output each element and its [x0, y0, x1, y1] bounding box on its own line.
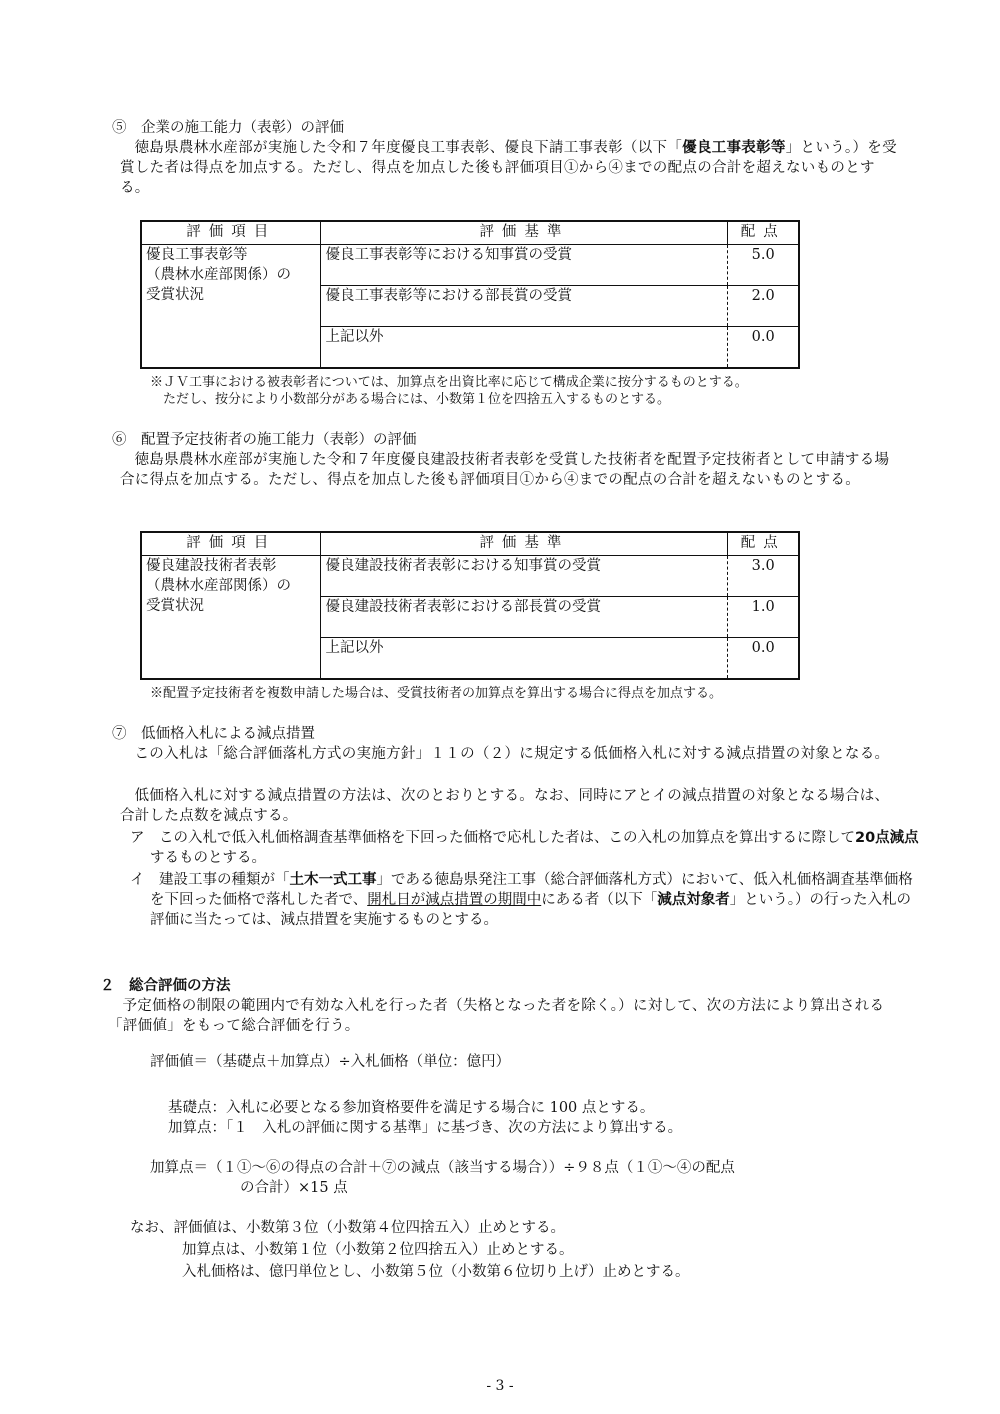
table-criteria-cell: 優良工事表彰等における部長賞の受賞 — [321, 286, 728, 327]
section-2-heading: ２ 総合評価の方法 — [100, 978, 231, 994]
table-score-cell: 1.0 — [728, 597, 799, 638]
table-header-score: 配点 — [728, 221, 799, 245]
added-points-definition: 加算点：「１ 入札の評価に関する基準」に基づき、次の方法により算出する。 — [168, 1120, 683, 1136]
section-6-paragraph: 徳島県農林水産部が実施した令和７年度優良建設技術者表彰を受賞した技術者を配置予定技術者として申請する場合に得点を加点する。ただし、得点を加点した後も評価項目①から④までの配点の合計を超えないものとする。 — [120, 452, 890, 488]
table-score-cell: 3.0 — [728, 556, 799, 597]
table-header-item: 評価項目 — [141, 532, 321, 556]
table-score-cell: 5.0 — [728, 245, 799, 286]
section-5-heading: ⑤ 企業の施工能力（表彰）の評価 — [112, 120, 344, 136]
table-criteria-cell: 優良建設技術者表彰における知事賞の受賞 — [321, 556, 728, 597]
page-number: - 3 - — [486, 1378, 514, 1394]
section-7-item-a: ア この入札で低入札価格調査基準価格を下回った価格で応札した者は、この入札の加算点を算出するに際して20点減点するものとする。 — [130, 830, 919, 866]
bold-term: 優良工事表彰等 — [682, 140, 786, 156]
section-5-note-2: ただし、按分により小数部分がある場合には、小数第１位を四捨五入するものとする。 — [150, 392, 671, 407]
section-7-paragraph-2: 低価格入札に対する減点措置の方法は、次のとおりとする。なお、同時にアとイの減点措置の対象となる場合は、合計した点数を減点する。 — [120, 788, 890, 824]
table-item-cell: 優良工事表彰等 （農林水産部関係）の 受賞状況 — [141, 245, 321, 369]
table-header-criteria: 評価基準 — [321, 532, 728, 556]
section-6-table — [140, 531, 800, 680]
evaluation-formula: 評価値＝（基礎点＋加算点）÷入札価格（単位：億円） — [150, 1054, 511, 1070]
underlined-term: 開札日が減点措置の期間中 — [367, 892, 542, 908]
table-criteria-cell: 優良建設技術者表彰における部長賞の受賞 — [321, 597, 728, 638]
table-header-score: 配点 — [728, 532, 799, 556]
table-criteria-cell: 優良工事表彰等における知事賞の受賞 — [321, 245, 728, 286]
bold-term: 土木一式工事 — [289, 872, 377, 888]
section-7-heading: ⑦ 低価格入札による減点措置 — [112, 726, 315, 742]
table-score-cell: 0.0 — [751, 329, 775, 345]
table-criteria-cell: 上記以外 — [321, 638, 728, 680]
section-2-paragraph: 予定価格の制限の範囲内で有効な入札を行った者（失格となった者を除く。）に対して、次の方法により算出される「評価値」をもって総合評価を行う。 — [108, 998, 885, 1034]
added-points-formula-line-2: の合計）×15 点 — [240, 1180, 348, 1196]
section-5-paragraph: 徳島県農林水産部が実施した令和７年度優良工事表彰、優良下請工事表彰（以下「優良工事表彰等」という。）を受賞した者は得点を加点する。ただし、得点を加点した後も評価項目①から④までの配点の合計を超えないものとする。 — [120, 140, 897, 196]
bold-term: 20点減点 — [855, 830, 919, 846]
rounding-rule-2: 加算点は、小数第１位（小数第２位四捨五入）止めとする。 — [182, 1242, 574, 1258]
section-5-table — [140, 220, 800, 369]
table-header-criteria: 評価基準 — [321, 221, 728, 245]
section-6-heading: ⑥ 配置予定技術者の施工能力（表彰）の評価 — [112, 432, 417, 448]
bold-term: 減点対象者 — [657, 892, 730, 908]
table-score-cell: 2.0 — [728, 286, 799, 327]
base-points-definition: 基礎点：入札に必要となる参加資格要件を満足する場合に 100 点とする。 — [168, 1100, 655, 1116]
table-item-cell: 優良建設技術者表彰 （農林水産部関係）の 受賞状況 — [141, 556, 321, 680]
section-7-paragraph-1: この入札は「総合評価落札方式の実施方針」１１の（２）に規定する低価格入札に対する減点措置の対象となる。 — [134, 746, 890, 762]
table-score-cell: 0.0 — [751, 640, 775, 656]
added-points-formula-line-1: 加算点＝（１①～⑥の得点の合計＋⑦の減点（該当する場合））÷９８点（１①～④の配点 — [150, 1160, 735, 1176]
rounding-rule-1: なお、評価値は、小数第３位（小数第４位四捨五入）止めとする。 — [130, 1220, 565, 1236]
table-criteria-cell: 上記以外 — [321, 327, 728, 369]
rounding-rule-3: 入札価格は、億円単位とし、小数第５位（小数第６位切り上げ）止めとする。 — [182, 1264, 690, 1280]
section-5-note-1: ※ＪＶ工事における被表彰者については、加算点を出資比率に応じて構成企業に按分するものとする。 — [150, 375, 748, 390]
section-7-item-b: イ 建設工事の種類が「土木一式工事」である徳島県発注工事（総合評価落札方式）において、低入札価格調査基準価格を下回った価格で落札した者で、開札日が減点措置の期間中にある者（以下「減点対象者」という。）の行った入札の評価に当たっては、減点措置を実施するものとする。 — [130, 872, 913, 928]
section-6-note: ※配置予定技術者を複数申請した場合は、受賞技術者の加算点を算出する場合に得点を加点する。 — [150, 686, 723, 701]
table-header-item: 評価項目 — [141, 221, 321, 245]
